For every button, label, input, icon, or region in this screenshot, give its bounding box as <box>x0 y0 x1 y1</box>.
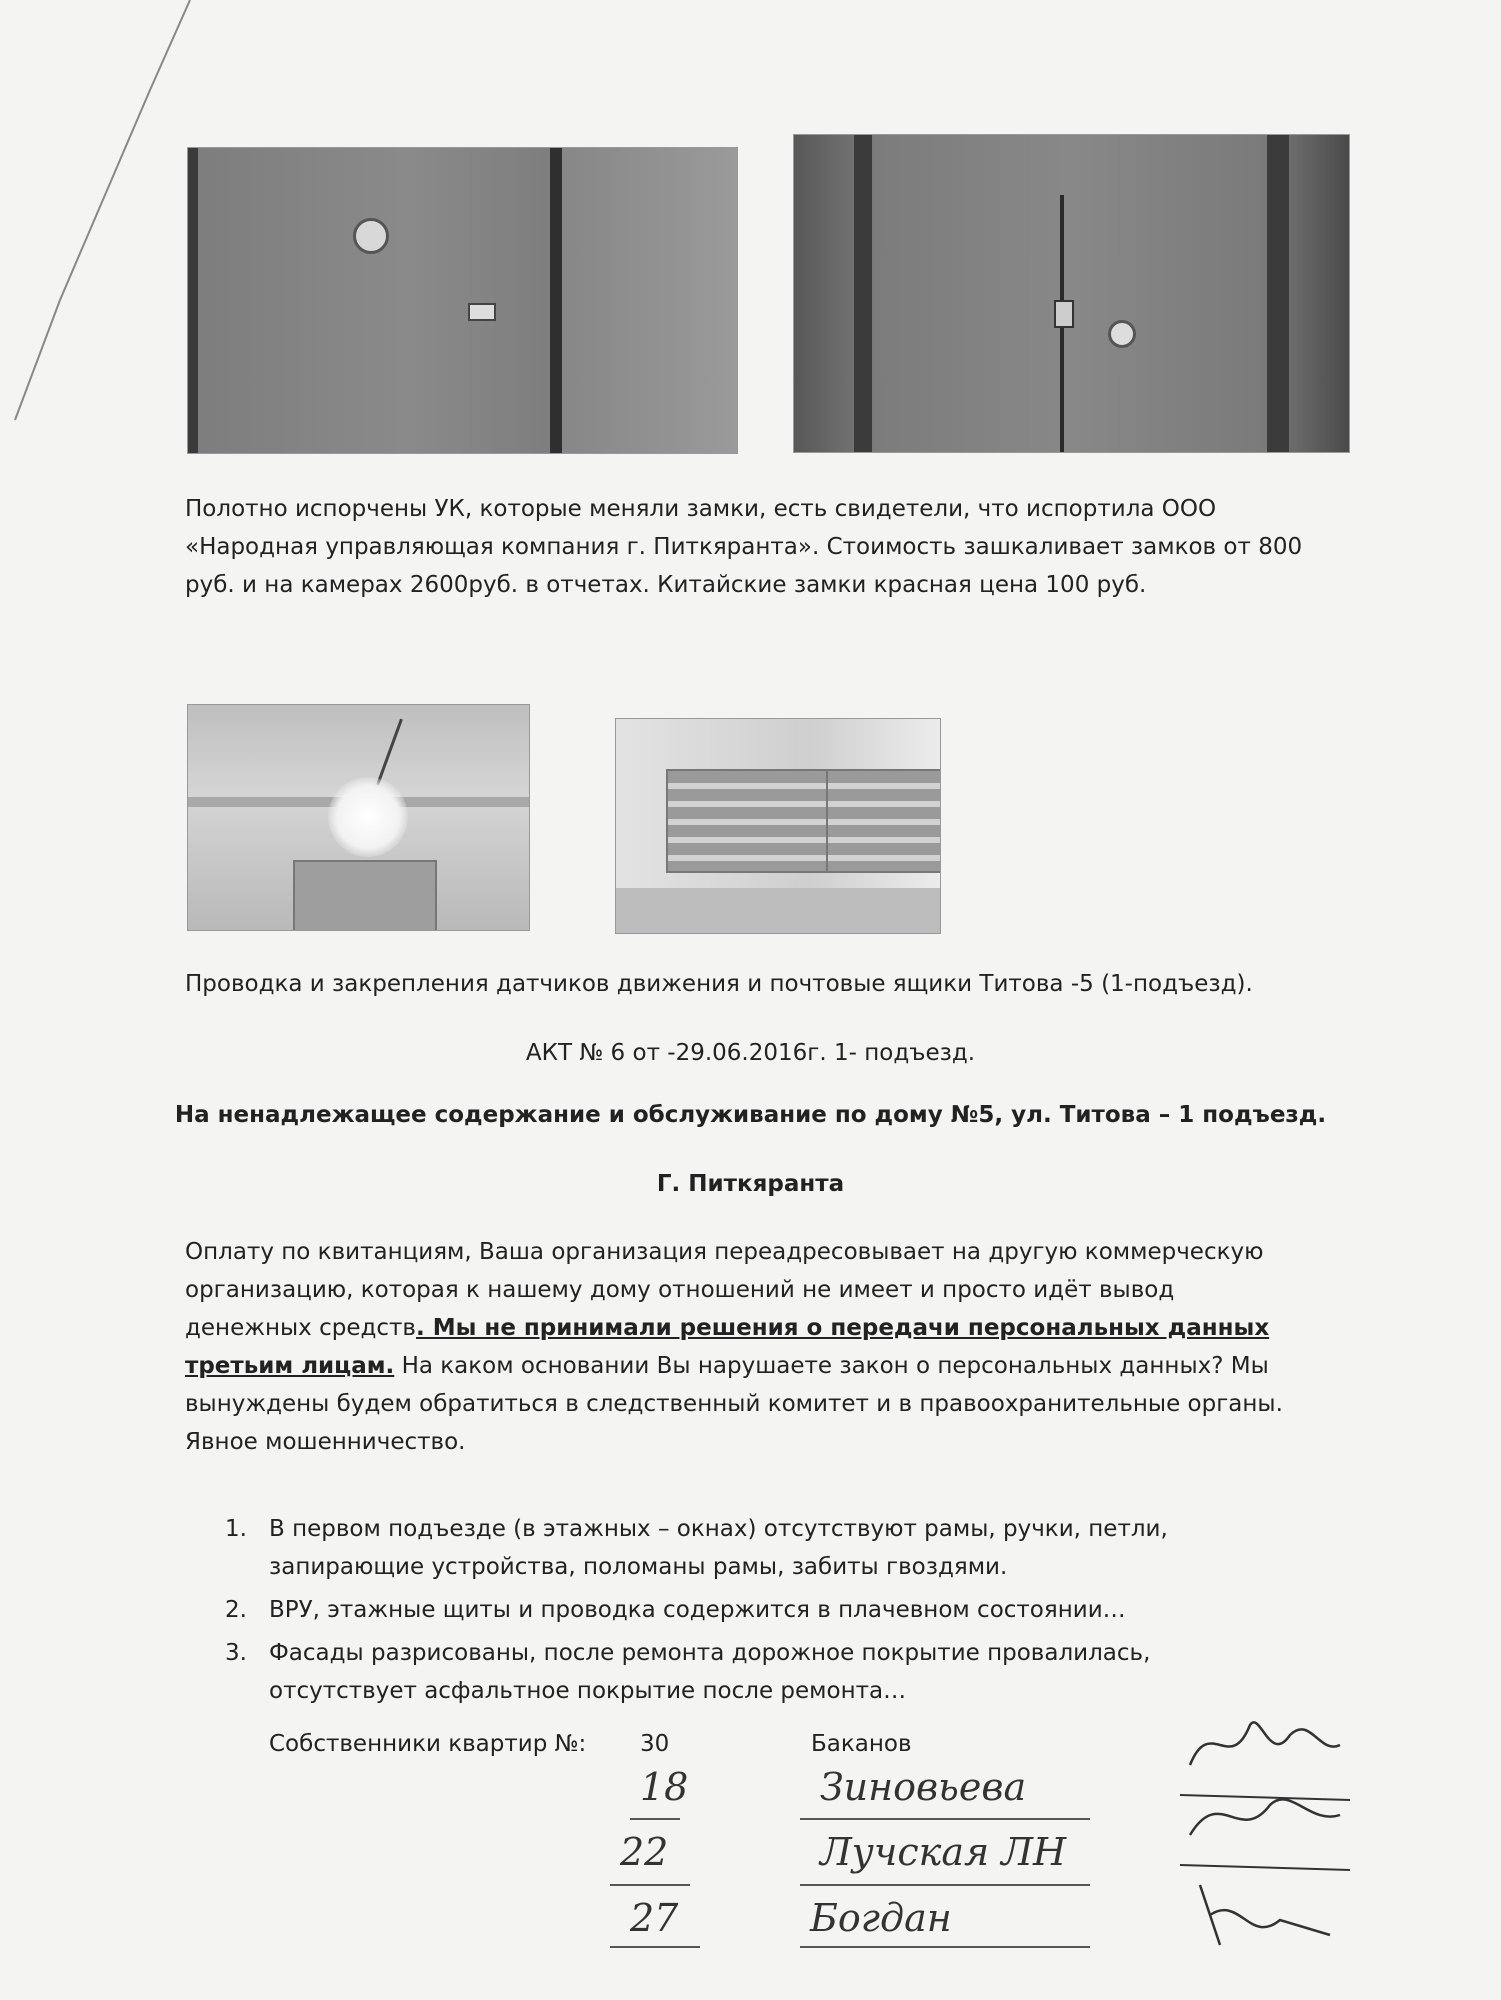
handwritten-name: Богдан <box>810 1896 952 1940</box>
owner-apartment: 30 <box>640 1731 670 1757</box>
defects-list <box>225 1510 1168 1715</box>
complaint-body: Оплату по квитанциям, Ваша организация переадресовывает на другую коммерческую организацию, которая к нашему дому отношений не имеет и просто идёт вывод денежных средств. Мы не принимали решения о передачи персональных данных третьим лицам. На каком основании Вы нарушаете закон о персональных данных? Мы вынуждены будем обратиться в следственный комитет и в правоохранительные органы. Явное мошенничество. <box>185 1239 1283 1455</box>
owner-name: Баканов <box>811 1731 912 1757</box>
act-number: АКТ № 6 от -29.06.2016г. 1- подъезд. <box>525 1040 976 1066</box>
handwritten-apartment: 27 <box>630 1896 679 1940</box>
underlined-statement: . Мы не принимали решения о передачи персональных данных <box>415 1315 1270 1341</box>
signatures <box>1170 1705 1370 1975</box>
handwritten-apartment: 22 <box>620 1830 669 1874</box>
caption-wiring: Проводка и закрепления датчиков движения и почтовые ящики Титова -5 (1-подъезд). <box>185 971 1253 997</box>
handwritten-name: Лучская ЛН <box>820 1830 1067 1874</box>
caption-doors: Полотно испорчены УК, которые меняли замки, есть свидетели, что испортила ООО «Народная управляющая компания г. Питкяранта». Стоимость зашкаливает замков от 800 руб. и на камерах 2600руб. в отчетах. Китайские замки красная цена 100 руб. <box>185 496 1303 598</box>
photo-door-2 <box>793 134 1350 453</box>
list-item: 2. ВРУ, этажные щиты и проводка содержится в плачевном состоянии… <box>225 1597 1126 1623</box>
handwritten-name: Зиновьева <box>820 1765 1027 1809</box>
owners-label: Собственники квартир №: <box>269 1731 587 1757</box>
handwritten-apartment: 18 <box>640 1765 689 1809</box>
photo-door-1 <box>187 147 738 454</box>
list-item: 3. Фасады разрисованы, после ремонта дорожное покрытие провалилась, отсутствует асфальтное покрытие после ремонта… <box>225 1640 1151 1704</box>
scan-edge-line <box>0 0 200 460</box>
act-subject: На ненадлежащее содержание и обслуживание по дому №5, ул. Титова – 1 подъезд. <box>174 1102 1327 1128</box>
underlined-statement-end: третьим лицам. <box>185 1353 395 1379</box>
photo-mailboxes <box>615 718 941 934</box>
city-name: Г. Питкяранта <box>656 1171 845 1197</box>
photo-wiring-sensor <box>187 704 530 931</box>
list-item: 1. В первом подъезде (в этажных – окнах) отсутствуют рамы, ручки, петли, запирающие устройства, поломаны рамы, забиты гвоздями. <box>225 1516 1168 1580</box>
